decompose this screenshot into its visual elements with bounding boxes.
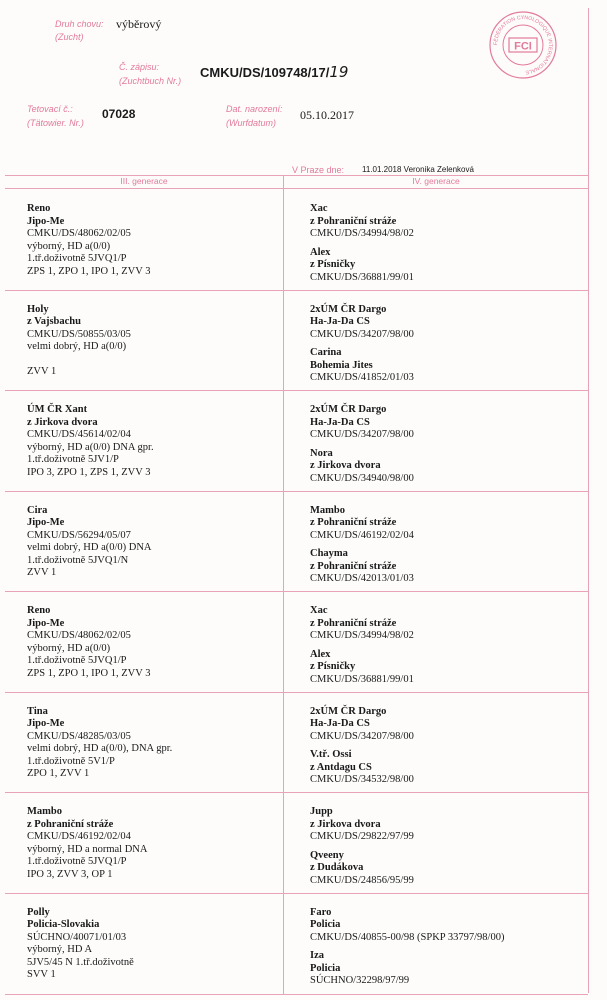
svg-text:FCI: FCI [514, 40, 532, 53]
ancestor [310, 505, 585, 543]
ancestor-kennel: z Antdagu CS [310, 761, 372, 773]
ancestor-reg: CMKU/DS/41852/01/03 [310, 372, 414, 383]
ancestor-kennel: Ha-Ja-Da CS [310, 316, 370, 327]
gen4-entry [310, 304, 585, 385]
ancestor-reg: CMKU/DS/36881/99/01 [310, 271, 414, 283]
ancestor-name: Alex [310, 246, 331, 258]
dog-detail: 1.tř.doživotně 5JVQ1/P [27, 856, 127, 867]
dog-name: Jipo-Me [27, 617, 65, 629]
dog-detail: CMKU/DS/48062/02/05 [27, 630, 131, 641]
ancestor-name: Qveeny [310, 849, 344, 861]
dog-name: Jipo-Me [27, 517, 65, 528]
dog-detail: CMKU/DS/48062/02/05 [27, 228, 131, 239]
ancestor [310, 950, 585, 988]
ancestor [310, 247, 585, 285]
ancestor [310, 548, 585, 586]
ancestor-name: Mambo [310, 504, 345, 516]
gen4-entry [310, 505, 585, 586]
dog-detail: 1.tř.doživotně 5JVQ1/P [27, 253, 127, 264]
dog-detail: CMKU/DS/46192/02/04 [27, 831, 131, 842]
ancestor-reg: CMKU/DS/46192/02/04 [310, 529, 414, 541]
gen4-entry [310, 203, 585, 284]
ancestor-reg: CMKU/DS/34994/98/02 [310, 228, 414, 239]
place-value: 11.01.2018 Veronika Zelenková [362, 165, 474, 174]
ancestor-kennel: Ha-Ja-Da CS [310, 416, 370, 428]
dog-name: Polly [27, 906, 50, 918]
dog-detail: ZPS 1, ZPO 1, IPO 1, ZVV 3 [27, 667, 151, 679]
ancestor-name: 2xÚM ČR Dargo [310, 303, 387, 315]
pedigree-table [5, 175, 588, 995]
ancestor-name: Chayma [310, 548, 348, 559]
ancestor-reg: CMKU/DS/34532/98/00 [310, 774, 414, 785]
dog-name: Jipo-Me [27, 718, 65, 729]
dog-name: Reno [27, 203, 51, 214]
dog-detail: velmi dobrý, HD a(0/0) DNA [27, 542, 152, 553]
ancestor-reg: CMKU/DS/42013/01/03 [310, 573, 414, 584]
ancestor-kennel: z Pohraniční stráže [310, 517, 397, 528]
ancestor-reg: CMKU/DS/24856/95/99 [310, 874, 414, 886]
reg-label: Č. zápisu: [119, 62, 160, 72]
ancestor [310, 347, 585, 385]
ancestor-name: Alex [310, 648, 331, 660]
gen3-entry [27, 203, 277, 278]
gen3-entry [27, 806, 277, 881]
ancestor-kennel: z Pohraniční stráže [310, 215, 397, 227]
ancestor-name: Iza [310, 950, 324, 961]
gen4-entry [310, 605, 585, 686]
ancestor [310, 203, 585, 241]
gen3-entry [27, 706, 277, 781]
place-label: V Praze dne: [292, 165, 345, 175]
tattoo-label-de: (Tätowier. Nr.) [27, 118, 84, 128]
dog-detail: 1.tř.doživotně 5JVQ1/N [27, 554, 129, 566]
dog-detail: 1.tř.doživotně 5JVQ1/P [27, 655, 127, 666]
dog-name: Tina [27, 705, 48, 717]
ancestor-reg: CMKU/DS/29822/97/99 [310, 831, 414, 842]
dog-detail: CMKU/DS/56294/05/07 [27, 529, 131, 541]
birth-label: Dat. narození: [226, 104, 283, 114]
ancestor [310, 304, 585, 342]
ancestor-kennel: z Dudákova [310, 862, 364, 873]
tattoo-value: 07028 [102, 107, 136, 121]
ancestor [310, 448, 585, 486]
ancestor-reg: CMKU/DS/34940/98/00 [310, 472, 414, 484]
ancestor [310, 605, 585, 643]
gen4-entry [310, 404, 585, 485]
reg-handwritten: 19 [329, 63, 349, 81]
dog-name: z Vajsbachu [27, 316, 81, 327]
dog-name: Mambo [27, 806, 62, 817]
dog-detail: výborný, HD a normal DNA [27, 843, 148, 855]
ancestor-reg: CMKU/DS/34994/98/02 [310, 630, 414, 641]
gen4-entry [310, 907, 585, 988]
page-border [588, 8, 589, 993]
ancestor-kennel: Bohemia Jites [310, 359, 373, 371]
gen3-entry [27, 505, 277, 580]
gen3-entry [27, 404, 277, 479]
gen3-entry [27, 605, 277, 680]
gen4-header: IV. generace [412, 176, 460, 186]
gen3-entry [27, 907, 277, 982]
dog-name: Jipo-Me [27, 215, 65, 227]
dog-detail: IPO 3, ZVV 3, OP 1 [27, 868, 113, 880]
dog-detail: SÚCHNO/40071/01/03 [27, 931, 127, 943]
ancestor-name: Xac [310, 203, 328, 214]
ancestor-name: V.tř. Ossi [310, 749, 352, 760]
dog-detail: CMKU/DS/48285/03/05 [27, 730, 131, 742]
ancestor [310, 649, 585, 687]
ancestor-name: 2xÚM ČR Dargo [310, 404, 387, 415]
ancestor-name: Xac [310, 605, 328, 616]
reg-value: CMKU/DS/109748/17/19 [200, 63, 349, 81]
ancestor-kennel: z Jirkova dvora [310, 460, 381, 471]
dog-detail [27, 354, 277, 367]
dog-detail: IPO 3, ZPO 1, ZPS 1, ZVV 3 [27, 466, 151, 478]
ancestor-kennel: z Písničky [310, 259, 356, 270]
ancestor-name: 2xÚM ČR Dargo [310, 705, 387, 717]
dog-detail: CMKU/DS/45614/02/04 [27, 429, 131, 440]
ancestor-name: Jupp [310, 806, 333, 817]
dog-detail: výborný, HD a(0/0) [27, 642, 111, 654]
reg-label-de: (Zuchtbuch Nr.) [119, 76, 182, 86]
ancestor-reg: SÚCHNO/32298/97/99 [310, 975, 410, 986]
ancestor-reg: CMKU/DS/36881/99/01 [310, 673, 414, 685]
dog-detail: velmi dobrý, HD a(0/0), DNA gpr. [27, 743, 173, 754]
dog-detail: 1.tř.doživotně 5JV1/P [27, 454, 119, 465]
ancestor-kennel: Policia [310, 962, 341, 974]
ancestor-reg: CMKU/DS/34207/98/00 [310, 730, 414, 742]
ancestor [310, 404, 585, 442]
gen3-header: III. generace [120, 176, 168, 186]
dog-detail: ZVV 1 [27, 366, 57, 377]
dog-name: Cira [27, 504, 48, 516]
tattoo-label: Tetovací č.: [27, 104, 73, 114]
ancestor [310, 706, 585, 744]
fci-seal-icon [488, 10, 558, 80]
ancestor-kennel: z Pohraniční stráže [310, 617, 397, 629]
dog-detail: ZVV 1 [27, 567, 57, 578]
dog-detail: velmi dobrý, HD a(0/0) [27, 341, 127, 352]
ancestor-reg: CMKU/DS/34207/98/00 [310, 429, 414, 440]
dog-name: Holy [27, 303, 49, 315]
ancestor-kennel: z Pohraniční stráže [310, 560, 397, 572]
ancestor [310, 806, 585, 844]
dog-detail: výborný, HD a(0/0) DNA gpr. [27, 441, 154, 453]
dog-name: ÚM ČR Xant [27, 404, 88, 415]
ancestor-kennel: z Písničky [310, 661, 356, 672]
ancestor [310, 749, 585, 787]
dog-name: z Jirkova dvora [27, 416, 98, 428]
breed-label-de: (Zucht) [55, 32, 84, 42]
ancestor-kennel: z Jirkova dvora [310, 818, 381, 830]
ancestor-name: Faro [310, 906, 332, 918]
birth-label-de: (Wurfdatum) [226, 118, 277, 128]
ancestor-kennel: Ha-Ja-Da CS [310, 718, 370, 729]
gen3-entry [27, 304, 277, 379]
breed-label: Druh chovu: [55, 19, 104, 29]
breed-value: výběrový [116, 17, 162, 31]
dog-detail: ZPS 1, ZPO 1, IPO 1, ZVV 3 [27, 265, 151, 277]
ancestor [310, 907, 585, 945]
ancestor-name: Nora [310, 447, 333, 459]
dog-detail: výborný, HD A [27, 944, 93, 955]
dog-name: Reno [27, 605, 51, 616]
ancestor-name: Carina [310, 347, 342, 358]
birth-value: 05.10.2017 [300, 108, 354, 122]
dog-detail: výborný, HD a(0/0) [27, 240, 111, 252]
ancestor-kennel: Policia [310, 919, 341, 930]
dog-detail: CMKU/DS/50855/03/05 [27, 328, 131, 340]
dog-name: Policia-Slovakia [27, 919, 100, 930]
dog-detail: SVV 1 [27, 969, 56, 980]
dog-detail: 1.tř.doživotně 5V1/P [27, 755, 115, 767]
dog-name: z Pohraniční stráže [27, 818, 114, 830]
gen4-entry [310, 706, 585, 787]
svg-text:FÉDÉRATION CYNOLOGIQUE INTERNA: FÉDÉRATION CYNOLOGIQUE INTERNATIONALE [492, 14, 554, 75]
ancestor-reg: CMKU/DS/34207/98/00 [310, 328, 414, 340]
dog-detail: ZPO 1, ZVV 1 [27, 768, 90, 779]
ancestor-reg: CMKU/DS/40855-00/98 (SPKP 33797/98/00) [310, 931, 505, 943]
ancestor [310, 850, 585, 888]
gen4-entry [310, 806, 585, 887]
dog-detail: 5JV5/45 N 1.tř.doživotně [27, 956, 134, 968]
